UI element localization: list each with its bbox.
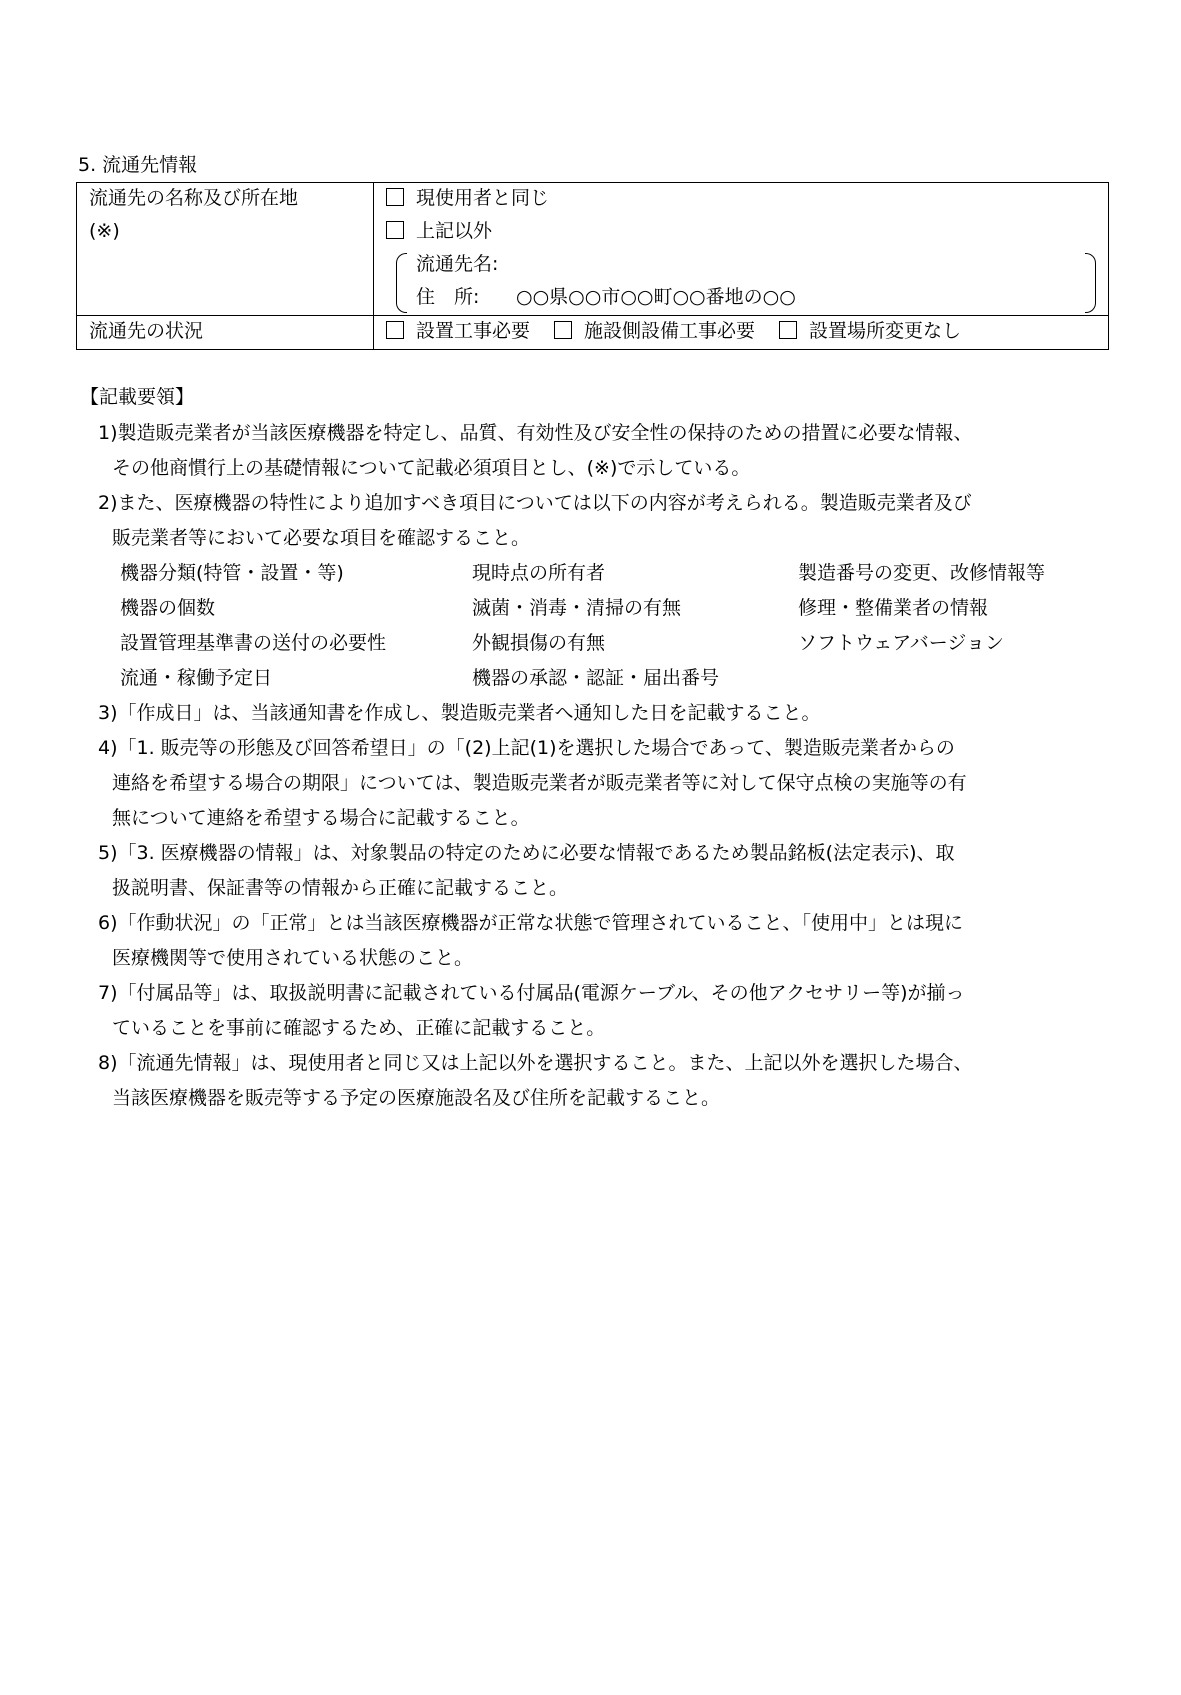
required-mark: (※)	[89, 220, 120, 242]
guide-item-3	[98, 696, 1108, 731]
checkbox-icon[interactable]	[386, 221, 404, 239]
guide-line: 7)「付属品等」は、取扱説明書に記載されている付属品(電源ケーブル、その他アクセサリー等)が揃っ	[98, 982, 965, 1004]
guide-line: 6)「作動状況」の「正常」とは当該医療機器が正常な状態で管理されていること、「使用中」とは現に	[98, 912, 964, 934]
destination-address-field[interactable]	[416, 282, 1096, 315]
guide-item-8	[98, 1046, 1108, 1116]
grid-item: 製造番号の変更、改修情報等	[798, 562, 1046, 584]
grid-item: 機器分類(特管・設置・等)	[120, 562, 344, 584]
table-row	[77, 183, 1109, 316]
guide-line: 4)「1. 販売等の形態及び回答希望日」の「(2)上記(1)を選択した場合であって、製造販売業者からの	[98, 737, 955, 759]
distribution-info-table	[76, 182, 1109, 350]
destination-address-value: ○○県○○市○○町○○番地の○○	[516, 286, 796, 308]
option-label: 現使用者と同じ	[416, 187, 550, 209]
guide-line: 当該医療機器を販売等する予定の医療施設名及び住所を記載すること。	[112, 1087, 721, 1109]
grid-item: 機器の承認・認証・届出番号	[472, 667, 720, 689]
row-label: 流通先の名称及び所在地	[89, 187, 299, 209]
grid-row	[120, 591, 1100, 626]
guide-line: 8)「流通先情報」は、現使用者と同じ又は上記以外を選択すること。また、上記以外を選択した場合、	[98, 1052, 973, 1074]
guide-line: 医療機関等で使用されている状態のこと。	[112, 947, 474, 969]
guide-item-4	[98, 731, 1108, 836]
additional-items-grid	[120, 556, 1100, 696]
grid-item: 流通・稼働予定日	[120, 667, 273, 689]
name-address-value-cell	[374, 183, 1109, 316]
guide-line: 1)製造販売業者が当該医療機器を特定し、品質、有効性及び安全性の保持のための措置に必要な情報、	[98, 422, 973, 444]
option-label: 設置場所変更なし	[809, 320, 962, 342]
checkbox-icon[interactable]	[554, 321, 572, 339]
grid-row	[120, 556, 1100, 591]
grid-item: ソフトウェアバージョン	[798, 632, 1004, 654]
destination-name-field[interactable]	[416, 249, 1096, 282]
guide-item-1	[98, 416, 1108, 486]
guide-line: その他商慣行上の基礎情報について記載必須項目とし、(※)で示している。	[112, 457, 751, 479]
guide-line: 扱説明書、保証書等の情報から正確に記載すること。	[112, 877, 569, 899]
option-label: 設置工事必要	[416, 320, 531, 342]
grid-row	[120, 626, 1100, 661]
option-facility-work[interactable]	[554, 316, 755, 346]
guide-item-7	[98, 976, 1108, 1046]
guide-item-5	[98, 836, 1108, 906]
grid-item: 機器の個数	[120, 597, 216, 619]
name-address-label-cell	[77, 183, 374, 316]
guide-line: 販売業者等において必要な項目を確認すること。	[112, 527, 531, 549]
option-label: 上記以外	[416, 220, 493, 242]
guide-line: 5)「3. 医療機器の情報」は、対象製品の特定のために必要な情報であるため製品銘板(法定表示)、取	[98, 842, 955, 864]
option-installation-work[interactable]	[386, 316, 530, 346]
guide-line: 無について連絡を希望する場合に記載すること。	[112, 807, 530, 829]
option-same-as-user[interactable]	[386, 183, 1108, 216]
grid-item: 設置管理基準書の送付の必要性	[120, 632, 387, 654]
checkbox-icon[interactable]	[386, 188, 404, 206]
guide-line: 連絡を希望する場合の期限」については、製造販売業者が販売業者等に対して保守点検の実施等の有	[112, 772, 967, 794]
destination-name-label: 流通先名:	[416, 253, 499, 275]
option-other[interactable]	[386, 216, 1108, 249]
destination-detail-bracket	[396, 249, 1096, 315]
row-label: 流通先の状況	[89, 320, 204, 342]
grid-item: 現時点の所有者	[472, 562, 606, 584]
grid-item: 外観損傷の有無	[472, 632, 606, 654]
grid-item: 修理・整備業者の情報	[798, 597, 989, 619]
guide-line: ていることを事前に確認するため、正確に記載すること。	[112, 1017, 606, 1039]
left-bracket-icon	[396, 253, 407, 313]
grid-item: 滅菌・消毒・清掃の有無	[472, 597, 682, 619]
guide-heading: 【記載要領】	[80, 386, 195, 408]
option-no-location-change[interactable]	[779, 316, 961, 346]
option-label: 施設側設備工事必要	[584, 320, 756, 342]
status-value-cell	[374, 316, 1109, 350]
table-row	[77, 316, 1109, 350]
destination-address-label: 住 所:	[416, 286, 480, 308]
guide-line: 2)また、医療機器の特性により追加すべき項目については以下の内容が考えられる。製造販売業者及び	[98, 492, 972, 514]
checkbox-icon[interactable]	[386, 321, 404, 339]
grid-row	[120, 661, 1100, 696]
status-label-cell	[77, 316, 374, 350]
guide-item-2	[98, 486, 1108, 556]
guide-item-6	[98, 906, 1108, 976]
section-title: 5. 流通先情報	[78, 154, 198, 176]
guide-line: 3)「作成日」は、当該通知書を作成し、製造販売業者へ通知した日を記載すること。	[98, 702, 821, 724]
checkbox-icon[interactable]	[779, 321, 797, 339]
